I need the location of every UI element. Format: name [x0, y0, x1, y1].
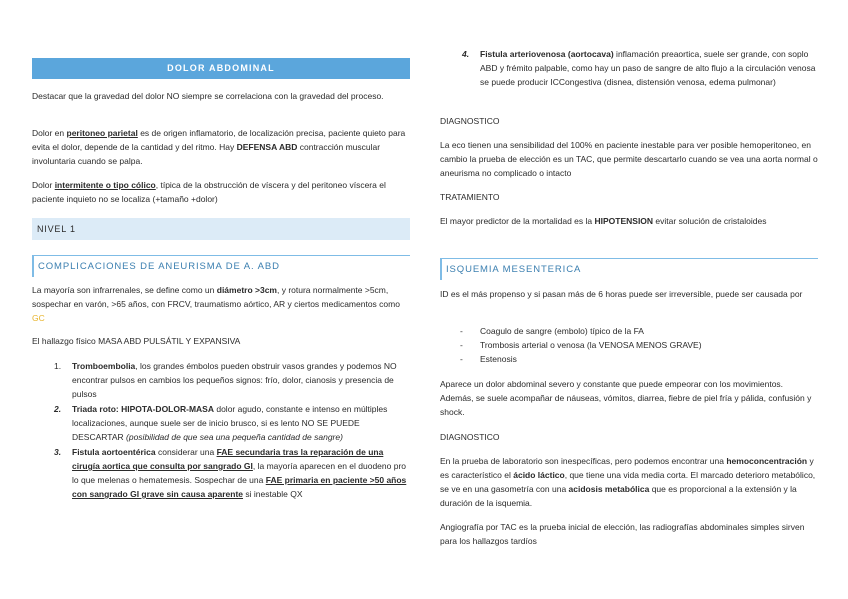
diagnostico-heading-1: DIAGNOSTICO — [440, 116, 500, 126]
complicaciones-paragraph-2: El hallazgo físico MASA ABD PULSÁTIL Y EXPANSIVA — [32, 336, 241, 346]
diagnostico-text-2: En la prueba de laboratorio son inespecíficas, pero podemos encontrar una hemoconcentración y es característico el ácido láctico, que tiene una vida media corta. El marcado deterioro metabólico, se ve en una gasometría con una acidosis metabólica que es proporcional a la extensión y la duración de la isquemia. — [440, 456, 816, 508]
list-item: 2. Triada roto: HIPOTA-DOLOR-MASA dolor agudo, constante e intenso en múltiples localizaciones, aunque suele ser de inicio brusco, si es lento NO SE PUEDE DESCARTAR (posibilidad de que sea una pequeña cantidad de sangre) — [54, 404, 388, 442]
tratamiento-heading: TRATAMIENTO — [440, 192, 500, 202]
list-item: 3. Fistula aortoentérica considerar una FAE secundaria tras la reparación de una cirugía aortica que consulta por sangrado GI, la mayoría aparecen en el duodeno pro lo que melenas o hematemesis. Sospechar de una FAE primaria en paciente >50 años con sangrado GI grave sin causa aparente si inestable QX — [54, 447, 407, 499]
list-item: - Trombosis arterial o venosa (la VENOSA MENOS GRAVE) — [440, 338, 818, 352]
colico-term: intermitente o tipo cólico — [54, 180, 156, 190]
gc-highlight: GC — [32, 313, 45, 323]
isquemia-causes-list — [440, 324, 818, 366]
defensa-abd-term: DEFENSA ABD — [236, 142, 298, 152]
complicaciones-paragraph-1: La mayoría son infrarrenales, se define como un diámetro >3cm, y rotura normalmente >5cm, sospechar en varón, >65 años, con FRCV, traumatismo aórtico, AR y ciertos medicamentos como GC — [32, 285, 400, 323]
list-item: 1. Tromboembolia, los grandes émbolos pueden obstruir vasos grandes y podemos NO encontrar pulsos en cambios los pequeños signos: frío, dolor, cianosis y presencia de pulsos — [54, 361, 397, 399]
intro-paragraph-2: Dolor en peritoneo parietal es de origen inflamatorio, de localización precisa, paciente quieto para evita el dolor, depende de la cantidad y del ritmo. Hay DEFENSA ABD contracción muscular involuntaria cuando se palpa. — [32, 128, 406, 166]
list-item: - Estenosis — [440, 352, 818, 366]
list-item: - Coagulo de sangre (embolo) típico de la FA — [440, 324, 818, 338]
diagnostico-text-3: Angiografía por TAC es la prueba inicial de elección, las radiografías abdominales simples sirven para los hallazgos tardíos — [440, 522, 805, 546]
intro-paragraph-1: Destacar que la gravedad del dolor NO siempre se correlaciona con la gravedad del proceso. — [32, 91, 384, 101]
diagnostico-text-1: La eco tienen una sensibilidad del 100% en paciente inestable para ver posible hemoperitoneo, en cambio la prueba de elección es un TAC, que permite descartarlo cuando se vea una aorta normal o aneurisma no complicado o intacto — [440, 140, 818, 178]
diagnostico-heading-2: DIAGNOSTICO — [440, 432, 500, 442]
intro-paragraph-3: Dolor intermitente o tipo cólico, típica de la obstrucción de víscera y del peritoneo víscera el paciente inquieto no se localiza (+tamaño +dolor) — [32, 180, 386, 204]
isquemia-paragraph-1: ID es el más propenso y si pasan más de 6 horas puede ser irreversible, puede ser causada por — [440, 289, 803, 299]
complicaciones-list — [32, 359, 410, 501]
nivel-1-header: NIVEL 1 — [32, 218, 410, 240]
isquemia-paragraph-2: Aparece un dolor abdominal severo y constante que puede empeorar con los movimientos. Además, se suele acompañar de náuseas, vómitos, diarrea, fiebre de piel fría y pálida, confusión y shock. — [440, 379, 812, 417]
section-header-dolor-abdominal: DOLOR ABDOMINAL — [32, 58, 410, 79]
peritoneo-parietal-term: peritoneo parietal — [66, 128, 138, 138]
tratamiento-text: El mayor predictor de la mortalidad es la HIPOTENSION evitar solución de cristaloides — [440, 216, 767, 226]
isquemia-header: ISQUEMIA MESENTERICA — [440, 258, 818, 280]
complicaciones-list-continued — [440, 47, 818, 89]
complicaciones-header: COMPLICACIONES DE ANEURISMA DE A. ABD — [32, 255, 410, 277]
list-item: 4. Fistula arteriovenosa (aortocava) inflamación preaortica, suele ser grande, con soplo ABD y frémito palpable, como hay un paso de sangre de alto flujo a la circulación venosa se puede producir ICCongestiva (disnea, distensión venosa, edema pulmonar) — [462, 49, 816, 87]
